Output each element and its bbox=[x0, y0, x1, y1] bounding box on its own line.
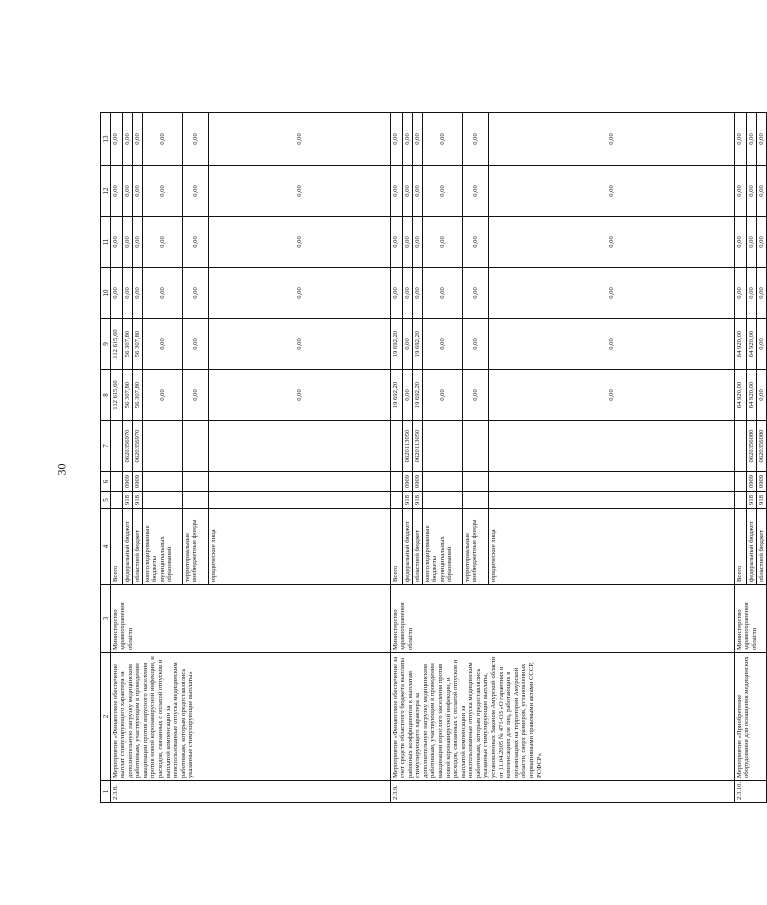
code-cell: 918 bbox=[413, 492, 423, 509]
amount-cell: 0,00 bbox=[403, 113, 413, 166]
code-cell: 0909 bbox=[133, 472, 143, 492]
item-number: 2.3.8. bbox=[111, 781, 391, 803]
amount-cell: 0,00 bbox=[747, 166, 757, 217]
header-cell: 2 bbox=[101, 653, 111, 781]
header-cell: 12 bbox=[101, 166, 111, 217]
amount-cell: 0,00 bbox=[747, 268, 757, 319]
amount-cell: 0,00 bbox=[209, 370, 391, 421]
code-cell bbox=[111, 472, 123, 492]
amount-cell: 0,00 bbox=[489, 166, 735, 217]
code-cell: 918 bbox=[133, 492, 143, 509]
executor: Министерство здравоохранения области bbox=[111, 585, 391, 653]
code-cell: 0909 bbox=[747, 472, 757, 492]
amount-cell: 0,00 bbox=[757, 319, 767, 370]
amount-cell: 0,00 bbox=[209, 113, 391, 166]
amount-cell: 0,00 bbox=[423, 319, 463, 370]
amount-cell: 0,00 bbox=[391, 268, 403, 319]
amount-cell: 56 307,80 bbox=[123, 319, 133, 370]
code-cell: 918 bbox=[747, 492, 757, 509]
amount-cell: 0,00 bbox=[489, 268, 735, 319]
amount-cell: 0,00 bbox=[423, 370, 463, 421]
code-cell: 0620356080 bbox=[757, 421, 767, 472]
amount-cell: 0,00 bbox=[209, 166, 391, 217]
header-cell: 10 bbox=[101, 268, 111, 319]
amount-cell: 0,00 bbox=[111, 113, 123, 166]
amount-cell: 0,00 bbox=[489, 319, 735, 370]
funding-source: областной бюджет bbox=[413, 509, 423, 585]
amount-cell: 0,00 bbox=[111, 268, 123, 319]
code-cell: 0620356080 bbox=[747, 421, 757, 472]
header-cell: 4 bbox=[101, 509, 111, 585]
code-cell bbox=[489, 472, 735, 492]
rotated-table-wrapper bbox=[100, 113, 765, 803]
amount-cell: 0,00 bbox=[123, 217, 133, 268]
code-cell: 0620113050 bbox=[413, 421, 423, 472]
code-cell bbox=[183, 472, 209, 492]
table-row bbox=[735, 113, 747, 803]
amount-cell: 0,00 bbox=[489, 217, 735, 268]
amount-cell: 0,00 bbox=[463, 113, 489, 166]
funding-source: федеральный бюджет bbox=[403, 509, 413, 585]
amount-cell: 0,00 bbox=[143, 166, 183, 217]
amount-cell: 0,00 bbox=[757, 217, 767, 268]
amount-cell: 0,00 bbox=[735, 268, 747, 319]
amount-cell: 0,00 bbox=[757, 113, 767, 166]
amount-cell: 0,00 bbox=[403, 268, 413, 319]
amount-cell: 19 692,20 bbox=[413, 319, 423, 370]
amount-cell: 0,00 bbox=[143, 370, 183, 421]
executor: Министерство здравоохранения области bbox=[735, 585, 767, 653]
code-cell: 0620113050 bbox=[403, 421, 413, 472]
amount-cell: 19 692,20 bbox=[391, 319, 403, 370]
amount-cell: 0,00 bbox=[403, 217, 413, 268]
amount-cell: 0,00 bbox=[403, 166, 413, 217]
amount-cell: 0,00 bbox=[133, 268, 143, 319]
header-cell: 6 bbox=[101, 472, 111, 492]
funding-source: федеральный бюджет bbox=[747, 509, 757, 585]
amount-cell: 0,00 bbox=[413, 217, 423, 268]
code-cell: 0909 bbox=[757, 472, 767, 492]
amount-cell: 0,00 bbox=[143, 113, 183, 166]
amount-cell: 0,00 bbox=[133, 217, 143, 268]
amount-cell: 0,00 bbox=[735, 217, 747, 268]
amount-cell: 0,00 bbox=[391, 113, 403, 166]
code-cell: 918 bbox=[757, 492, 767, 509]
activity-name: Мероприятие «Финансовое обеспечение выплат стимулирующего характера за дополнительную нагрузку медицинским работникам, участвующим в проведении вакцинации против вирусного населения против новой коронавирусной инфекции, и расходов, связанных с оплатой отпусков и выплатой компенсации за неиспользованные отпуска медицинским работникам, которым предоставлялись указанные стимулирующие выплаты» bbox=[111, 653, 391, 781]
code-cell: 918 bbox=[403, 492, 413, 509]
amount-cell: 0,00 bbox=[403, 319, 413, 370]
funding-source: областной бюджет bbox=[133, 509, 143, 585]
amount-cell: 0,00 bbox=[735, 113, 747, 166]
amount-cell: 112 615,60 bbox=[111, 319, 123, 370]
amount-cell: 0,00 bbox=[413, 113, 423, 166]
amount-cell: 64 920,00 bbox=[735, 370, 747, 421]
funding-source: юридические лица bbox=[209, 509, 391, 585]
budget-table bbox=[100, 112, 767, 803]
amount-cell: 0,00 bbox=[123, 268, 133, 319]
code-cell bbox=[111, 421, 123, 472]
code-cell: 0620356970 bbox=[133, 421, 143, 472]
amount-cell: 64 920,00 bbox=[747, 319, 757, 370]
code-cell bbox=[463, 472, 489, 492]
amount-cell: 0,00 bbox=[747, 113, 757, 166]
funding-source: Всего bbox=[735, 509, 747, 585]
amount-cell: 0,00 bbox=[209, 319, 391, 370]
header-cell: 11 bbox=[101, 217, 111, 268]
header-cell: 7 bbox=[101, 421, 111, 472]
amount-cell: 0,00 bbox=[423, 166, 463, 217]
amount-cell: 0,00 bbox=[757, 268, 767, 319]
amount-cell: 0,00 bbox=[133, 166, 143, 217]
amount-cell: 64 920,00 bbox=[735, 319, 747, 370]
amount-cell: 0,00 bbox=[463, 268, 489, 319]
amount-cell: 0,00 bbox=[391, 166, 403, 217]
code-cell bbox=[143, 472, 183, 492]
executor: Министерство здравоохранения области bbox=[391, 585, 735, 653]
code-cell bbox=[735, 492, 747, 509]
page-number: 30 bbox=[54, 463, 69, 476]
table-row bbox=[111, 113, 123, 803]
code-cell bbox=[489, 421, 735, 472]
amount-cell: 0,00 bbox=[143, 217, 183, 268]
funding-source: территориальные внебюджетные фонды bbox=[463, 509, 489, 585]
code-cell bbox=[209, 472, 391, 492]
amount-cell: 56 307,80 bbox=[133, 319, 143, 370]
code-cell bbox=[423, 472, 463, 492]
amount-cell: 0,00 bbox=[143, 268, 183, 319]
item-number: 2.3.9. bbox=[391, 781, 735, 803]
amount-cell: 0,00 bbox=[183, 268, 209, 319]
header-cell: 3 bbox=[101, 585, 111, 653]
header-cell: 8 bbox=[101, 370, 111, 421]
amount-cell: 56 307,80 bbox=[123, 370, 133, 421]
amount-cell: 0,00 bbox=[463, 370, 489, 421]
amount-cell: 0,00 bbox=[423, 268, 463, 319]
code-cell: 0909 bbox=[413, 472, 423, 492]
amount-cell: 0,00 bbox=[183, 319, 209, 370]
code-cell bbox=[735, 472, 747, 492]
funding-source: областной бюджет bbox=[757, 509, 767, 585]
amount-cell: 0,00 bbox=[183, 370, 209, 421]
code-cell bbox=[183, 492, 209, 509]
funding-source: консолидированные бюджеты муниципальных образований bbox=[423, 509, 463, 585]
code-cell: 0909 bbox=[123, 472, 133, 492]
amount-cell: 56 307,80 bbox=[133, 370, 143, 421]
amount-cell: 0,00 bbox=[757, 166, 767, 217]
header-cell: 1 bbox=[101, 781, 111, 803]
amount-cell: 0,00 bbox=[489, 113, 735, 166]
amount-cell: 0,00 bbox=[209, 268, 391, 319]
amount-cell: 0,00 bbox=[123, 113, 133, 166]
funding-source: Всего bbox=[391, 509, 403, 585]
amount-cell: 0,00 bbox=[111, 217, 123, 268]
amount-cell: 0,00 bbox=[463, 166, 489, 217]
amount-cell: 0,00 bbox=[209, 217, 391, 268]
code-cell: 918 bbox=[123, 492, 133, 509]
amount-cell: 0,00 bbox=[747, 217, 757, 268]
amount-cell: 0,00 bbox=[143, 319, 183, 370]
amount-cell: 0,00 bbox=[463, 319, 489, 370]
item-number: 2.3.10. bbox=[735, 781, 767, 803]
amount-cell: 0,00 bbox=[423, 113, 463, 166]
header-cell: 9 bbox=[101, 319, 111, 370]
amount-cell: 0,00 bbox=[403, 370, 413, 421]
amount-cell: 0,00 bbox=[489, 370, 735, 421]
amount-cell: 0,00 bbox=[423, 217, 463, 268]
code-cell bbox=[463, 492, 489, 509]
header-cell: 13 bbox=[101, 113, 111, 166]
amount-cell: 19 692,20 bbox=[391, 370, 403, 421]
funding-source: территориальные внебюджетные фонды bbox=[183, 509, 209, 585]
code-cell bbox=[209, 421, 391, 472]
activity-name: Мероприятие «Приобретение оборудования для оснащения медицинских bbox=[735, 653, 767, 781]
amount-cell: 0,00 bbox=[413, 166, 423, 217]
amount-cell: 0,00 bbox=[133, 113, 143, 166]
funding-source: консолидированные бюджеты муниципальных образований bbox=[143, 509, 183, 585]
amount-cell: 64 920,00 bbox=[747, 370, 757, 421]
amount-cell: 0,00 bbox=[757, 370, 767, 421]
code-cell bbox=[735, 421, 747, 472]
code-cell bbox=[143, 492, 183, 509]
code-cell bbox=[463, 421, 489, 472]
code-cell bbox=[423, 421, 463, 472]
code-cell: 0620356970 bbox=[123, 421, 133, 472]
table-body bbox=[101, 113, 767, 803]
amount-cell: 0,00 bbox=[183, 166, 209, 217]
amount-cell: 0,00 bbox=[463, 217, 489, 268]
code-cell bbox=[183, 421, 209, 472]
code-cell bbox=[423, 492, 463, 509]
amount-cell: 0,00 bbox=[183, 113, 209, 166]
header-cell: 5 bbox=[101, 492, 111, 509]
code-cell bbox=[391, 492, 403, 509]
header-row bbox=[101, 113, 111, 803]
amount-cell: 0,00 bbox=[183, 217, 209, 268]
funding-source: федеральный бюджет bbox=[123, 509, 133, 585]
amount-cell: 19 692,20 bbox=[413, 370, 423, 421]
amount-cell: 0,00 bbox=[735, 166, 747, 217]
table-row bbox=[391, 113, 403, 803]
code-cell bbox=[209, 492, 391, 509]
amount-cell: 0,00 bbox=[111, 166, 123, 217]
amount-cell: 0,00 bbox=[391, 217, 403, 268]
amount-cell: 0,00 bbox=[413, 268, 423, 319]
code-cell bbox=[391, 421, 403, 472]
code-cell bbox=[489, 492, 735, 509]
code-cell bbox=[143, 421, 183, 472]
activity-name: Мероприятие «Финансовое обеспечение за счет средств областного бюджета выплаты районных коэффициентов к выплатам стимулирующего характера за дополнительную нагрузку медицинским работникам, участвующим в проведении вакцинации взрослого населения против новой коронавирусной инфекции, и расходов, связанных с оплатой отпусков и выплатой компенсации за неиспользованные отпуска медицинским работникам, которым предоставлялись указанные стимулирующие выплаты, установленных Законом Амурской области от 11.04.2005 № 471-ОЗ «О гарантиях и компенсациях для лиц, работающих в организациях на территории Амурской области, сверх размеров, установленных нормативными правовыми актами СССР, РСФСР» bbox=[391, 653, 735, 781]
code-cell bbox=[111, 492, 123, 509]
code-cell bbox=[391, 472, 403, 492]
amount-cell: 0,00 bbox=[123, 166, 133, 217]
funding-source: Всего bbox=[111, 509, 123, 585]
funding-source: юридические лица bbox=[489, 509, 735, 585]
amount-cell: 112 615,60 bbox=[111, 370, 123, 421]
code-cell: 0909 bbox=[403, 472, 413, 492]
